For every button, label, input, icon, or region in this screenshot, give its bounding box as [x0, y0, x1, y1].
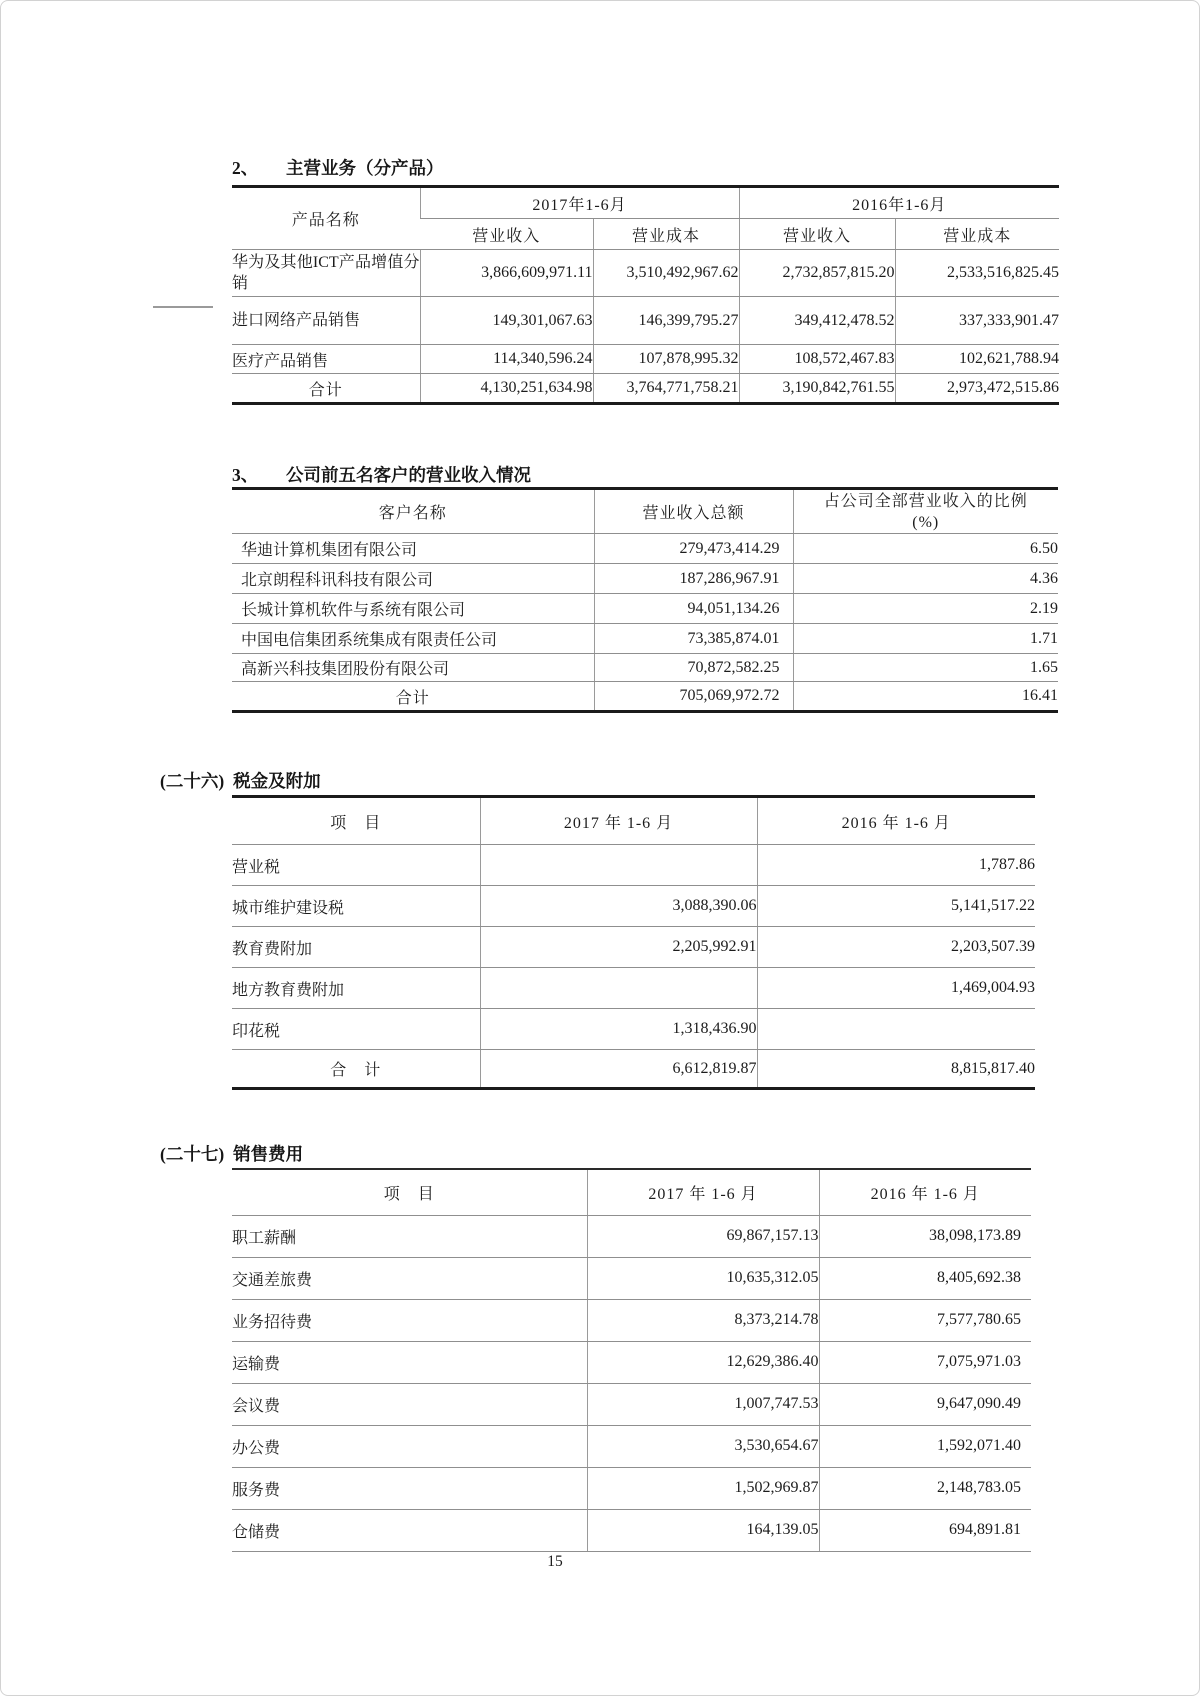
cell-cost-2016: 102,621,788.94 — [895, 345, 1059, 374]
cell-value-2016: 1,787.86 — [757, 845, 1035, 886]
cell-ratio: 1.71 — [793, 624, 1058, 654]
cell-revenue-2017: 149,301,067.63 — [420, 297, 593, 345]
cell-total-2017: 6,612,819.87 — [480, 1050, 757, 1089]
cell-value-2017: 1,007,747.53 — [587, 1383, 819, 1425]
cell-value-2017: 8,373,214.78 — [587, 1299, 819, 1341]
col-header-item: 项 目 — [232, 1169, 587, 1215]
table-total-row — [232, 682, 1058, 712]
table-header-row — [232, 797, 1035, 845]
col-header-customer: 客户名称 — [232, 489, 594, 534]
col-header-cost-2016: 营业成本 — [895, 219, 1059, 250]
cell-value-2016: 5,141,517.22 — [757, 886, 1035, 927]
cell-value-2016: 1,469,004.93 — [757, 968, 1035, 1009]
cell-total-revenue-2016: 3,190,842,761.55 — [739, 374, 895, 404]
cell-value-2017: 12,629,386.40 — [587, 1341, 819, 1383]
cell-product-name: 华为及其他ICT产品增值分销 — [232, 250, 420, 297]
cell-cost-2017: 146,399,795.27 — [593, 297, 739, 345]
cell-revenue: 187,286,967.91 — [594, 564, 793, 594]
table-row — [232, 1467, 1031, 1509]
cell-item-name: 办公费 — [232, 1425, 587, 1467]
table-header-row — [232, 489, 1058, 534]
cell-ratio: 6.50 — [793, 534, 1058, 564]
cell-ratio: 2.19 — [793, 594, 1058, 624]
cell-value-2017: 1,502,969.87 — [587, 1467, 819, 1509]
cell-customer-name: 北京朗程科讯科技有限公司 — [232, 564, 594, 594]
main-business-table — [232, 185, 1059, 405]
page-number: 15 — [547, 1553, 563, 1570]
cell-value-2017: 69,867,157.13 — [587, 1215, 819, 1257]
cell-value-2017 — [480, 968, 757, 1009]
cell-revenue-2017: 114,340,596.24 — [420, 345, 593, 374]
cell-value-2016: 8,405,692.38 — [819, 1257, 1031, 1299]
cell-value-2016: 2,203,507.39 — [757, 927, 1035, 968]
cell-item-name: 交通差旅费 — [232, 1257, 587, 1299]
table-row — [232, 594, 1058, 624]
cell-value-2016: 7,577,780.65 — [819, 1299, 1031, 1341]
table-row — [232, 1215, 1031, 1257]
col-header-period-2017: 2017年1-6月 — [420, 187, 739, 219]
cell-value-2017: 1,318,436.90 — [480, 1009, 757, 1050]
cell-value-2016: 2,148,783.05 — [819, 1467, 1031, 1509]
table-row — [232, 534, 1058, 564]
cell-item-name: 仓储费 — [232, 1509, 587, 1551]
cell-revenue: 73,385,874.01 — [594, 624, 793, 654]
cell-item-name: 职工薪酬 — [232, 1215, 587, 1257]
table-row — [232, 1383, 1031, 1425]
top-customers-table — [232, 487, 1058, 713]
table-row — [232, 1425, 1031, 1467]
cell-value-2017 — [480, 845, 757, 886]
section-index: (二十七) — [160, 1144, 225, 1164]
cell-product-name: 进口网络产品销售 — [232, 297, 420, 345]
table-row — [232, 297, 1059, 345]
table-row — [232, 564, 1058, 594]
taxes-table — [232, 795, 1035, 1090]
cell-revenue-2017: 3,866,609,971.11 — [420, 250, 593, 297]
section-index: (二十六) — [160, 771, 225, 791]
cell-value-2016: 1,592,071.40 — [819, 1425, 1031, 1467]
section-index: 3、 — [232, 465, 259, 485]
cell-item-name: 印花税 — [232, 1009, 480, 1050]
section-title: 税金及附加 — [233, 771, 321, 791]
table-row — [232, 1341, 1031, 1383]
table-row — [232, 1509, 1031, 1551]
cell-total-2016: 8,815,817.40 — [757, 1050, 1035, 1089]
col-header-revenue-2017: 营业收入 — [420, 219, 593, 250]
table-row — [232, 250, 1059, 297]
margin-dash-mark — [153, 306, 213, 308]
table-header-row — [232, 187, 1059, 219]
section-title: 公司前五名客户的营业收入情况 — [286, 465, 531, 485]
col-header-product: 产品名称 — [232, 187, 420, 250]
cell-customer-name: 华迪计算机集团有限公司 — [232, 534, 594, 564]
cell-cost-2017: 107,878,995.32 — [593, 345, 739, 374]
cell-total-cost-2016: 2,973,472,515.86 — [895, 374, 1059, 404]
table-row — [232, 886, 1035, 927]
cell-revenue: 279,473,414.29 — [594, 534, 793, 564]
cell-item-name: 服务费 — [232, 1467, 587, 1509]
cell-item-name: 营业税 — [232, 845, 480, 886]
cell-customer-name: 高新兴科技集团股份有限公司 — [232, 654, 594, 682]
cell-total-revenue: 705,069,972.72 — [594, 682, 793, 712]
table-row — [232, 345, 1059, 374]
cell-total-revenue-2017: 4,130,251,634.98 — [420, 374, 593, 404]
col-header-period-2016: 2016年1-6月 — [739, 187, 1059, 219]
cell-value-2017: 3,088,390.06 — [480, 886, 757, 927]
col-header-revenue-2016: 营业收入 — [739, 219, 895, 250]
cell-item-name: 会议费 — [232, 1383, 587, 1425]
cell-total-ratio: 16.41 — [793, 682, 1058, 712]
section-heading-selling-expenses — [160, 1141, 303, 1166]
section-title: 主营业务（分产品） — [286, 158, 444, 178]
cell-total-cost-2017: 3,764,771,758.21 — [593, 374, 739, 404]
table-row — [232, 968, 1035, 1009]
cell-total-label: 合 计 — [330, 1062, 382, 1079]
cell-revenue-2016: 349,412,478.52 — [739, 297, 895, 345]
selling-expenses-table — [232, 1168, 1031, 1552]
col-header-ratio — [793, 489, 1058, 534]
table-row — [232, 1009, 1035, 1050]
col-header-ratio-line1: 占公司全部营业收入的比例 — [823, 492, 1028, 510]
cell-customer-name: 中国电信集团系统集成有限责任公司 — [232, 624, 594, 654]
cell-item-name: 运输费 — [232, 1341, 587, 1383]
table-row — [232, 1257, 1031, 1299]
table-total-row — [232, 374, 1059, 404]
section-index: 2、 — [232, 158, 259, 178]
section-heading-main-business — [232, 155, 444, 180]
cell-revenue: 94,051,134.26 — [594, 594, 793, 624]
cell-value-2017: 2,205,992.91 — [480, 927, 757, 968]
cell-revenue-2016: 108,572,467.83 — [739, 345, 895, 374]
cell-cost-2016: 337,333,901.47 — [895, 297, 1059, 345]
table-row — [232, 845, 1035, 886]
table-total-row — [232, 1050, 1035, 1089]
cell-value-2016: 7,075,971.03 — [819, 1341, 1031, 1383]
cell-cost-2017: 3,510,492,967.62 — [593, 250, 739, 297]
cell-value-2017: 10,635,312.05 — [587, 1257, 819, 1299]
table-row — [232, 1299, 1031, 1341]
col-header-cost-2017: 营业成本 — [593, 219, 739, 250]
cell-ratio: 4.36 — [793, 564, 1058, 594]
section-heading-taxes — [160, 768, 321, 793]
cell-product-name: 医疗产品销售 — [232, 345, 420, 374]
col-header-period-2017: 2017 年 1-6 月 — [480, 797, 757, 845]
cell-total-label: 合计 — [395, 689, 430, 707]
cell-item-name: 城市维护建设税 — [232, 886, 480, 927]
cell-value-2016: 694,891.81 — [819, 1509, 1031, 1551]
col-header-period-2017: 2017 年 1-6 月 — [587, 1169, 819, 1215]
cell-item-name: 业务招待费 — [232, 1299, 587, 1341]
cell-value-2016: 38,098,173.89 — [819, 1215, 1031, 1257]
col-header-period-2016: 2016 年 1-6 月 — [757, 797, 1035, 845]
cell-value-2016: 9,647,090.49 — [819, 1383, 1031, 1425]
cell-revenue-2016: 2,732,857,815.20 — [739, 250, 895, 297]
cell-item-name: 地方教育费附加 — [232, 968, 480, 1009]
cell-value-2017: 164,139.05 — [587, 1509, 819, 1551]
cell-item-name: 教育费附加 — [232, 927, 480, 968]
table-row — [232, 927, 1035, 968]
col-header-period-2016: 2016 年 1-6 月 — [819, 1169, 1031, 1215]
table-row — [232, 654, 1058, 682]
col-header-revenue-total: 营业收入总额 — [594, 489, 793, 534]
cell-revenue: 70,872,582.25 — [594, 654, 793, 682]
col-header-ratio-line2: (%) — [912, 513, 940, 531]
section-title: 销售费用 — [233, 1144, 304, 1164]
cell-value-2016 — [757, 1009, 1035, 1050]
section-heading-top-customers — [232, 462, 531, 487]
cell-cost-2016: 2,533,516,825.45 — [895, 250, 1059, 297]
table-row — [232, 624, 1058, 654]
cell-value-2017: 3,530,654.67 — [587, 1425, 819, 1467]
col-header-item: 项 目 — [232, 797, 480, 845]
table-header-row — [232, 1169, 1031, 1215]
cell-total-label: 合计 — [308, 381, 343, 399]
cell-customer-name: 长城计算机软件与系统有限公司 — [232, 594, 594, 624]
cell-ratio: 1.65 — [793, 654, 1058, 682]
